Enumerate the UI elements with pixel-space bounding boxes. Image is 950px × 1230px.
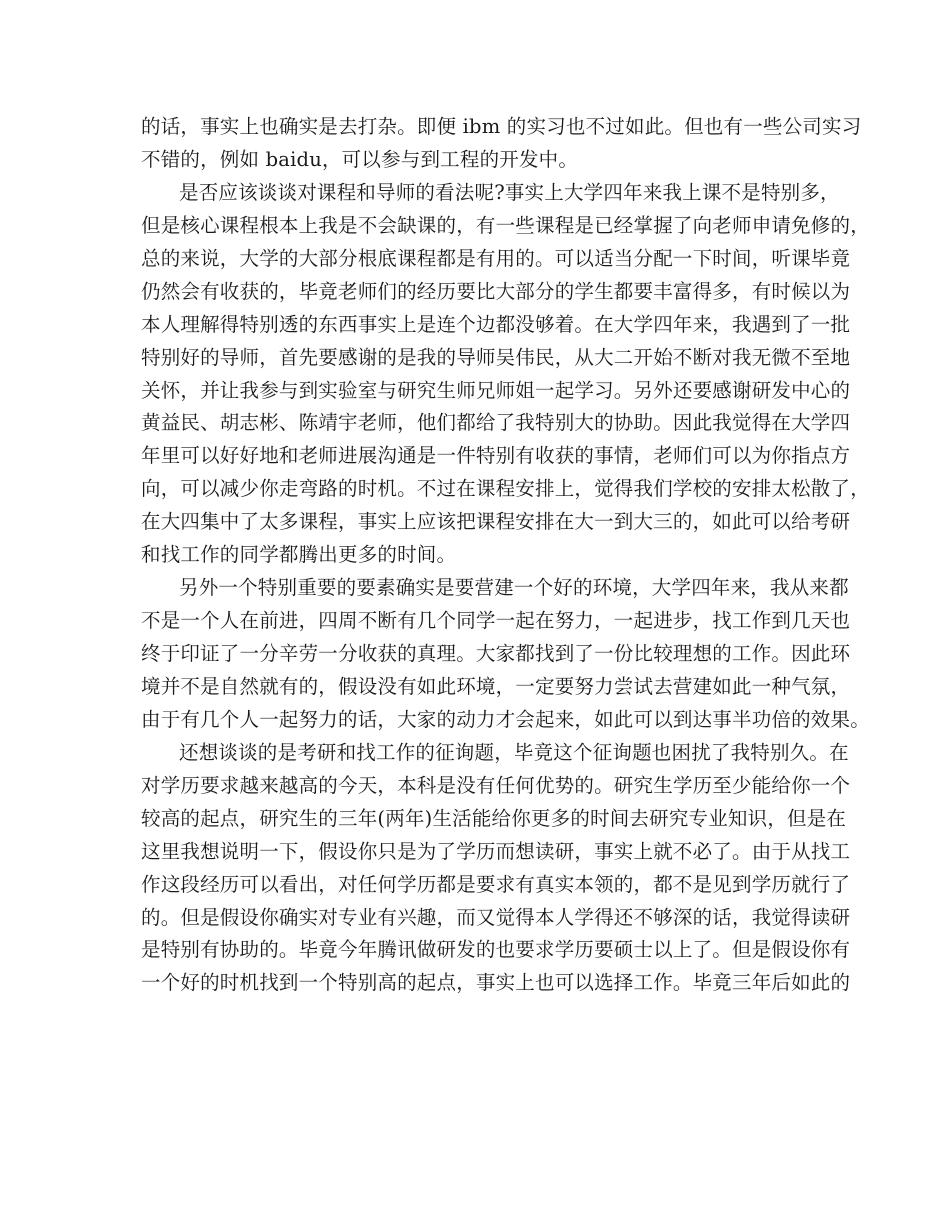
- text-line: 年里可以好好地和老师进展沟通是一件特别有收获的事情，老师们可以为你指点方: [141, 444, 851, 468]
- text-line: 的。但是假设你确实对专业有兴趣，而又觉得本人学得还不够深的话，我觉得读研: [141, 905, 851, 929]
- text-line: 黄益民、胡志彬、陈靖宇老师，他们都给了我特别大的协助。因此我觉得在大学四: [141, 411, 851, 435]
- text-line: 特别好的导师，首先要感谢的是我的导师吴伟民，从大二开始不断对我无微不至地: [141, 345, 851, 369]
- text-line: 一个好的时机找到一个特别高的起点，事实上也可以选择工作。毕竟三年后如此的: [141, 971, 851, 995]
- text-line: 由于有几个人一起努力的话，大家的动力才会起来，如此可以到达事半功倍的效果。: [141, 707, 870, 731]
- text-line: 但是核心课程根本上我是不会缺课的，有一些课程是已经掌握了向老师申请免修的，: [141, 213, 870, 237]
- text-line: 仍然会有收获的，毕竟老师们的经历要比大部分的学生都要丰富得多，有时候以为: [141, 279, 851, 303]
- text-line: 本人理解得特别透的东西事实上是连个边都没够着。在大学四年来，我遇到了一批: [141, 312, 851, 336]
- document-body: [141, 111, 870, 1000]
- text-line: 在大四集中了太多课程，事实上应该把课程安排在大一到大三的，如此可以给考研: [141, 510, 851, 534]
- text-line: 作这段经历可以看出，对任何学历都是要求有真实本领的，都不是见到学历就行了: [141, 872, 851, 896]
- text-line: 对学历要求越来越高的今天，本科是没有任何优势的。研究生学历至少能给你一个: [141, 773, 851, 797]
- text-line: 和找工作的同学都腾出更多的时间。: [141, 543, 457, 567]
- text-line: 向，可以减少你走弯路的时机。不过在课程安排上，觉得我们学校的安排太松散了，: [141, 477, 870, 501]
- text-line: 的话，事实上也确实是去打杂。即便 ibm 的实习也不过如此。但也有一些公司实习: [141, 115, 862, 138]
- text-line: 终于印证了一分辛劳一分收获的真理。大家都找到了一份比较理想的工作。因此环: [141, 642, 851, 665]
- text-line: 不错的，例如 baidu，可以参与到工程的开发中。: [141, 147, 579, 171]
- text-line: 关怀，并让我参与到实验室与研究生师兄师姐一起学习。另外还要感谢研发中心的: [141, 378, 851, 402]
- text-line: 这里我想说明一下，假设你只是为了学历而想读研，事实上就不必了。由于从找工: [141, 839, 851, 863]
- text-line: 不是一个人在前进，四周不断有几个同学一起在努力，一起进步，找工作到几天也: [141, 609, 851, 633]
- text-line: 是特别有协助的。毕竟今年腾讯做研发的也要求学历要硕士以上了。但是假设你有: [141, 938, 851, 962]
- text-line: 境并不是自然就有的，假设没有如此环境，一定要努力尝试去营建如此一种气氛，: [141, 674, 851, 698]
- text-line: 总的来说，大学的大部分根底课程都是有用的。可以适当分配一下时间，听课毕竟: [141, 246, 851, 270]
- paragraph-first-line: 还想谈谈的是考研和找工作的征询题，毕竟这个征询题也困扰了我特别久。在: [179, 740, 849, 764]
- paragraph-first-line: 另外一个特别重要的要素确实是要营建一个好的环境，大学四年来，我从来都: [179, 576, 849, 600]
- text-line: 较高的起点，研究生的三年(两年)生活能给你更多的时间去研究专业知识，但是在: [141, 806, 847, 830]
- paragraph-first-line: 是否应该谈谈对课程和导师的看法呢?事实上大学四年来我上课不是特别多，: [179, 180, 840, 204]
